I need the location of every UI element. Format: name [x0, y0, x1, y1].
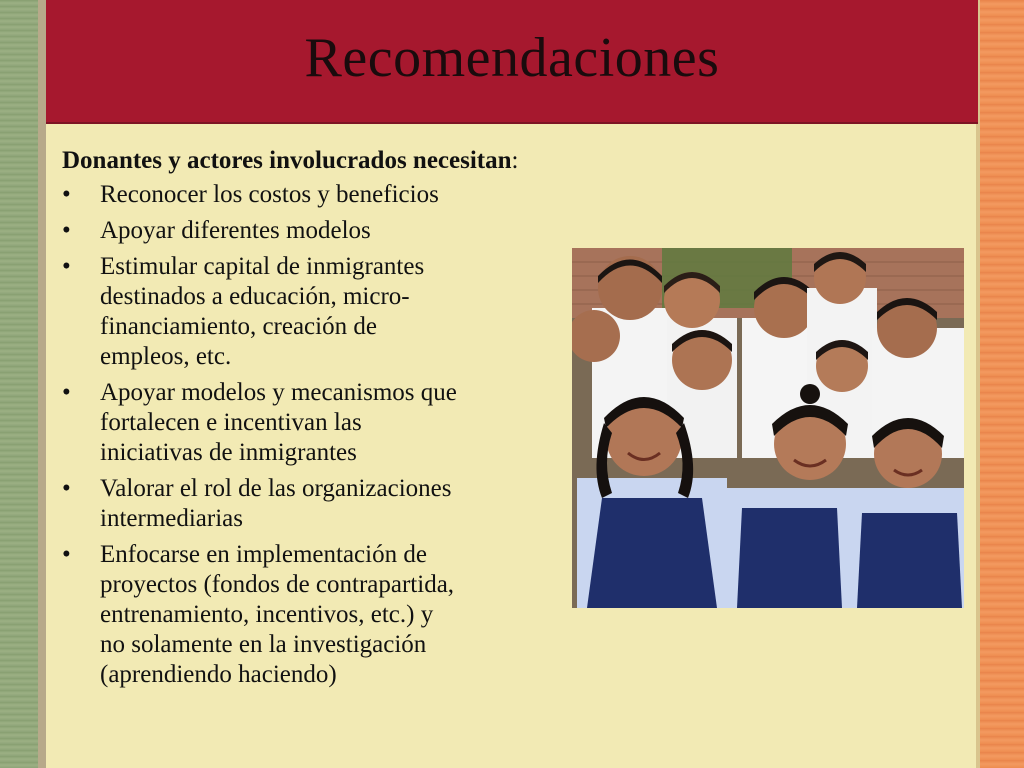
bullet-line: intermediarias — [100, 505, 243, 532]
heading-colon: : — [511, 147, 519, 174]
bullet-line: financiamiento, creación de — [100, 313, 377, 340]
bullet-item — [62, 216, 562, 246]
bullet-line: (aprendiendo haciendo) — [100, 661, 337, 688]
left-stripe-edge — [38, 0, 46, 768]
bullet-icon: • — [62, 217, 71, 244]
children-photo-illustration — [572, 248, 964, 608]
bullet-line: Estimular capital de inmigrantes — [100, 253, 425, 280]
bullet-line: Valorar el rol de las organizaciones — [100, 475, 452, 502]
children-photo — [572, 248, 964, 608]
bullet-line: empleos, etc. — [100, 343, 232, 370]
bullet-line: no solamente en la investigación — [100, 631, 427, 658]
bullet-line: Apoyar diferentes modelos — [100, 217, 371, 244]
bullet-item — [62, 540, 562, 690]
bullet-icon: • — [62, 181, 71, 208]
bullet-line: Apoyar modelos y mecanismos que — [100, 379, 457, 406]
slide-content — [62, 146, 562, 696]
bullet-line: entrenamiento, incentivos, etc.) y — [100, 601, 434, 628]
bullet-icon: • — [62, 253, 71, 280]
bullet-line: iniciativas de inmigrantes — [100, 439, 357, 466]
bullet-line: proyectos (fondos de contrapartida, — [100, 571, 455, 598]
title-bar — [46, 0, 978, 124]
bullet-item — [62, 474, 562, 534]
heading-text: Donantes y actores involucrados necesitan — [62, 147, 512, 174]
bullet-icon: • — [62, 541, 71, 568]
bullet-item — [62, 180, 562, 210]
bullet-line: Enfocarse en implementación de — [100, 541, 427, 568]
right-decorative-stripe — [980, 0, 1024, 768]
bullet-list — [62, 180, 562, 690]
content-heading — [62, 146, 562, 176]
slide-title: Recomendaciones — [304, 27, 720, 89]
bullet-item — [62, 252, 562, 372]
bullet-icon: • — [62, 475, 71, 502]
bullet-line: Reconocer los costos y beneficios — [100, 181, 439, 208]
bullet-line: destinados a educación, micro- — [100, 283, 410, 310]
bullet-icon: • — [62, 379, 71, 406]
bullet-line: fortalecen e incentivan las — [100, 409, 362, 436]
bullet-item — [62, 378, 562, 468]
